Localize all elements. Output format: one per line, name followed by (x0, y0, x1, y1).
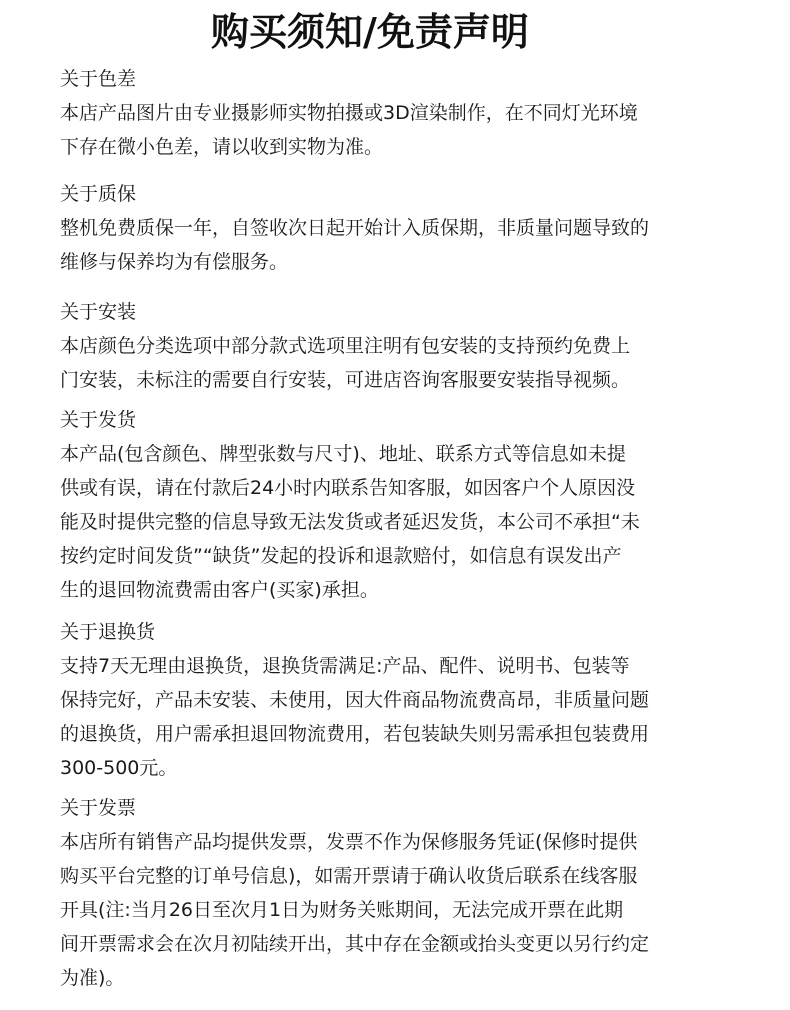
paragraph-line: 按约定时间发货”“缺货”发起的投诉和退款赔付，如信息有误发出产 (60, 545, 622, 567)
paragraph-line: 为准)。 (60, 967, 125, 989)
section-returns (60, 615, 740, 785)
section-installation (60, 295, 740, 397)
section-heading: 关于色差 (60, 68, 137, 90)
page-title: 购买须知/免责声明 (211, 10, 529, 54)
paragraph-line: 门安装，未标注的需要自行安装，可进店咨询客服要安装指导视频。 (60, 369, 631, 391)
section-shipping (60, 403, 740, 607)
paragraph-line: 本店颜色分类选项中部分款式选项里注明有包安装的支持预约免费上 (60, 335, 631, 357)
paragraph-line: 购买平台完整的订单号信息)，如需开票请于确认收货后联系在线客服 (60, 865, 638, 887)
paragraph-line: 间开票需求会在次月初陆续开出，其中存在金额或抬头变更以另行约定 (60, 933, 650, 955)
paragraph-line: 保持完好，产品未安装、未使用，因大件商品物流费高昂，非质量问题 (60, 689, 650, 711)
paragraph-line: 维修与保养均为有偿服务。 (60, 251, 289, 273)
section-heading: 关于发货 (60, 409, 137, 431)
paragraph-line: 下存在微小色差，请以收到实物为准。 (60, 136, 384, 158)
section-heading: 关于退换货 (60, 621, 156, 643)
paragraph-line: 整机免费质保一年，自签收次日起开始计入质保期，非质量问题导致的 (60, 217, 650, 239)
section-invoice (60, 791, 740, 995)
paragraph-line: 供或有误，请在付款后24小时内联系告知客服，如因客户个人原因没 (60, 477, 636, 499)
paragraph-line: 300-500元。 (60, 757, 178, 779)
paragraph-line: 生的退回物流费需由客户(买家)承担。 (60, 579, 379, 601)
paragraph-line: 本店产品图片由专业摄影师实物拍摄或3D渲染制作，在不同灯光环境 (60, 102, 638, 124)
paragraph-line: 支持7天无理由退换货，退换货需满足:产品、配件、说明书、包装等 (60, 655, 630, 677)
paragraph-line: 本产品(包含颜色、牌型张数与尺寸)、地址、联系方式等信息如未提 (60, 443, 626, 465)
section-color-difference (60, 62, 740, 164)
section-warranty (60, 177, 740, 279)
paragraph-line: 本店所有销售产品均提供发票，发票不作为保修服务凭证(保修时提供 (60, 831, 638, 853)
paragraph-line: 开具(注:当月26日至次月1日为财务关账期间，无法完成开票在此期 (60, 899, 624, 921)
section-heading: 关于质保 (60, 183, 137, 205)
section-heading: 关于安装 (60, 301, 137, 323)
paragraph-line: 能及时提供完整的信息导致无法发货或者延迟发货，本公司不承担“未 (60, 511, 640, 533)
paragraph-line: 的退换货，用户需承担退回物流费用，若包装缺失则另需承担包装费用 (60, 723, 650, 745)
section-heading: 关于发票 (60, 797, 137, 819)
